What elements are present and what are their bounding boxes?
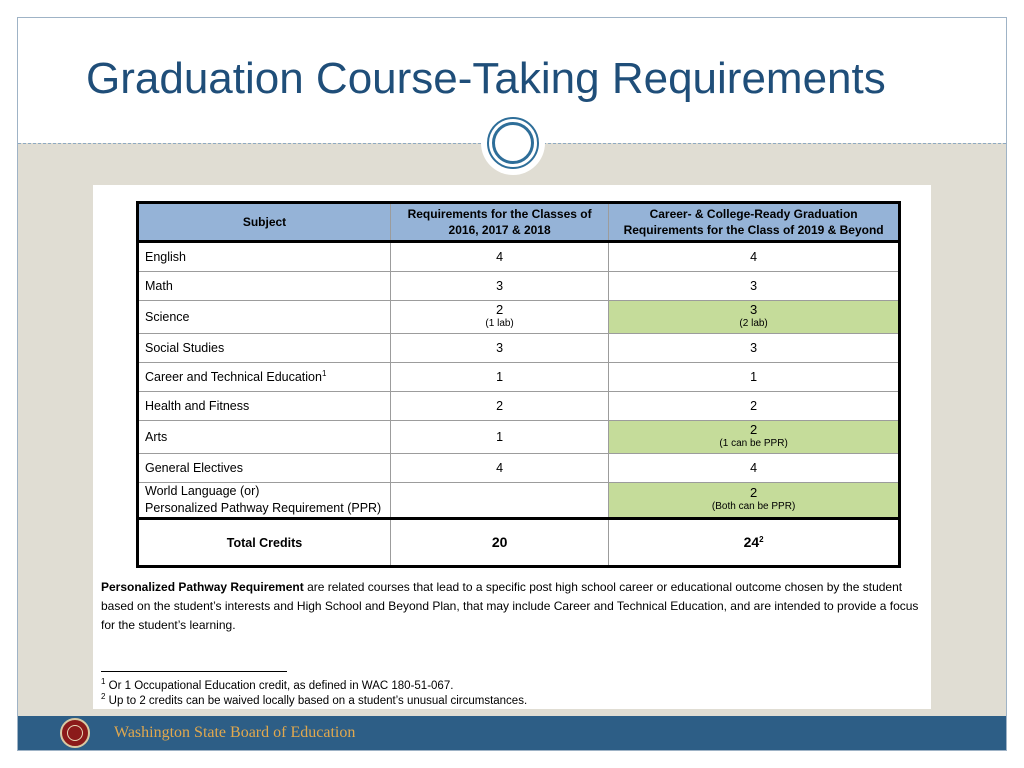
subject-cell: English	[138, 242, 391, 272]
table-row	[138, 392, 900, 421]
old-credits-cell: 4	[391, 242, 609, 272]
footnote-1	[101, 679, 453, 694]
footnote-2-mark: 2	[101, 692, 106, 702]
new-credits-value: 2	[749, 422, 758, 437]
table-row	[138, 334, 900, 363]
table-row	[138, 421, 900, 454]
old-credits-cell: 2	[391, 392, 609, 421]
old-credits-cell: 1	[391, 421, 609, 454]
table-row	[138, 242, 900, 272]
header-class-2019-beyond: Career- & College-Ready Graduation Requirements for the Class of 2019 & Beyond	[609, 203, 900, 242]
new-credits-cell: 3	[609, 334, 900, 363]
subject-cell: Health and Fitness	[138, 392, 391, 421]
footer-org-name: Washington State Board of Education	[114, 724, 356, 741]
table-row	[138, 301, 900, 334]
new-credits-cell: 2	[609, 392, 900, 421]
footnote-rule	[101, 671, 287, 672]
new-credits-note: (1 can be PPR)	[719, 438, 788, 449]
old-credits-cell: 4	[391, 454, 609, 483]
new-credits-cell	[609, 483, 900, 519]
content-panel	[93, 185, 931, 709]
old-credits-cell	[391, 301, 609, 334]
subject-cell	[138, 483, 391, 519]
new-credits-note: (2 lab)	[739, 318, 768, 329]
old-credits-note: (1 lab)	[485, 318, 514, 329]
slide-title: Graduation Course-Taking Requirements	[86, 54, 886, 103]
total-new-value: 24	[743, 534, 760, 550]
ppr-description	[101, 578, 927, 635]
old-credits-cell	[391, 483, 609, 519]
state-seal-icon	[60, 718, 90, 748]
slide-frame	[17, 17, 1007, 751]
subject-cell: Arts	[138, 421, 391, 454]
new-credits-cell: 4	[609, 454, 900, 483]
subject-cell: General Electives	[138, 454, 391, 483]
table-row	[138, 483, 900, 519]
new-credits-cell: 1	[609, 363, 900, 392]
ppr-definition: are related courses that lead to a specific post high school career or educational outcome chosen by the student based on the student’s interests and High School and Beyond Plan, that may include Career and Technical Education, and are intended to provide a focus for the student’s learning.	[101, 580, 919, 632]
subject-label: Career and Technical Education	[145, 370, 322, 384]
double-circle-ornament-icon	[481, 111, 545, 175]
header-classes-2016-2018: Requirements for the Classes of 2016, 2017 & 2018	[391, 203, 609, 242]
new-credits-cell	[609, 421, 900, 454]
table-row	[138, 272, 900, 301]
old-credits-cell: 1	[391, 363, 609, 392]
table-header-row	[138, 203, 900, 242]
total-row	[138, 519, 900, 567]
new-credits-cell: 3	[609, 272, 900, 301]
header-subject: Subject	[138, 203, 391, 242]
new-credits-cell: 4	[609, 242, 900, 272]
total-new-credits	[609, 519, 900, 567]
subject-line-2: Personalized Pathway Requirement (PPR)	[145, 501, 382, 515]
footnote-1-mark: 1	[101, 677, 106, 687]
footnote-2	[101, 694, 527, 709]
subject-line-1: World Language (or)	[145, 484, 260, 498]
new-credits-cell	[609, 301, 900, 334]
subject-cell: Social Studies	[138, 334, 391, 363]
total-label: Total Credits	[138, 519, 391, 567]
old-credits-value: 2	[495, 302, 504, 317]
table-row	[138, 454, 900, 483]
total-old-credits	[391, 519, 609, 567]
old-credits-cell: 3	[391, 334, 609, 363]
new-credits-value: 3	[749, 302, 758, 317]
footnote-1-text: Or 1 Occupational Education credit, as defined in WAC 180-51-067.	[105, 680, 454, 692]
footnote-ref: 1	[321, 368, 327, 378]
subject-cell: Science	[138, 301, 391, 334]
old-credits-cell: 3	[391, 272, 609, 301]
new-credits-value: 2	[749, 485, 758, 500]
footnote-2-text: Up to 2 credits can be waived locally based on a student’s unusual circumstances.	[105, 695, 528, 707]
footnote-ref: 2	[759, 534, 764, 544]
requirements-table	[136, 201, 901, 568]
footer-bar	[18, 716, 1006, 750]
subject-cell	[138, 363, 391, 392]
ppr-term: Personalized Pathway Requirement	[101, 580, 304, 594]
table-row	[138, 363, 900, 392]
new-credits-note: (Both can be PPR)	[711, 501, 796, 512]
subject-cell: Math	[138, 272, 391, 301]
total-old-value: 20	[491, 534, 508, 550]
